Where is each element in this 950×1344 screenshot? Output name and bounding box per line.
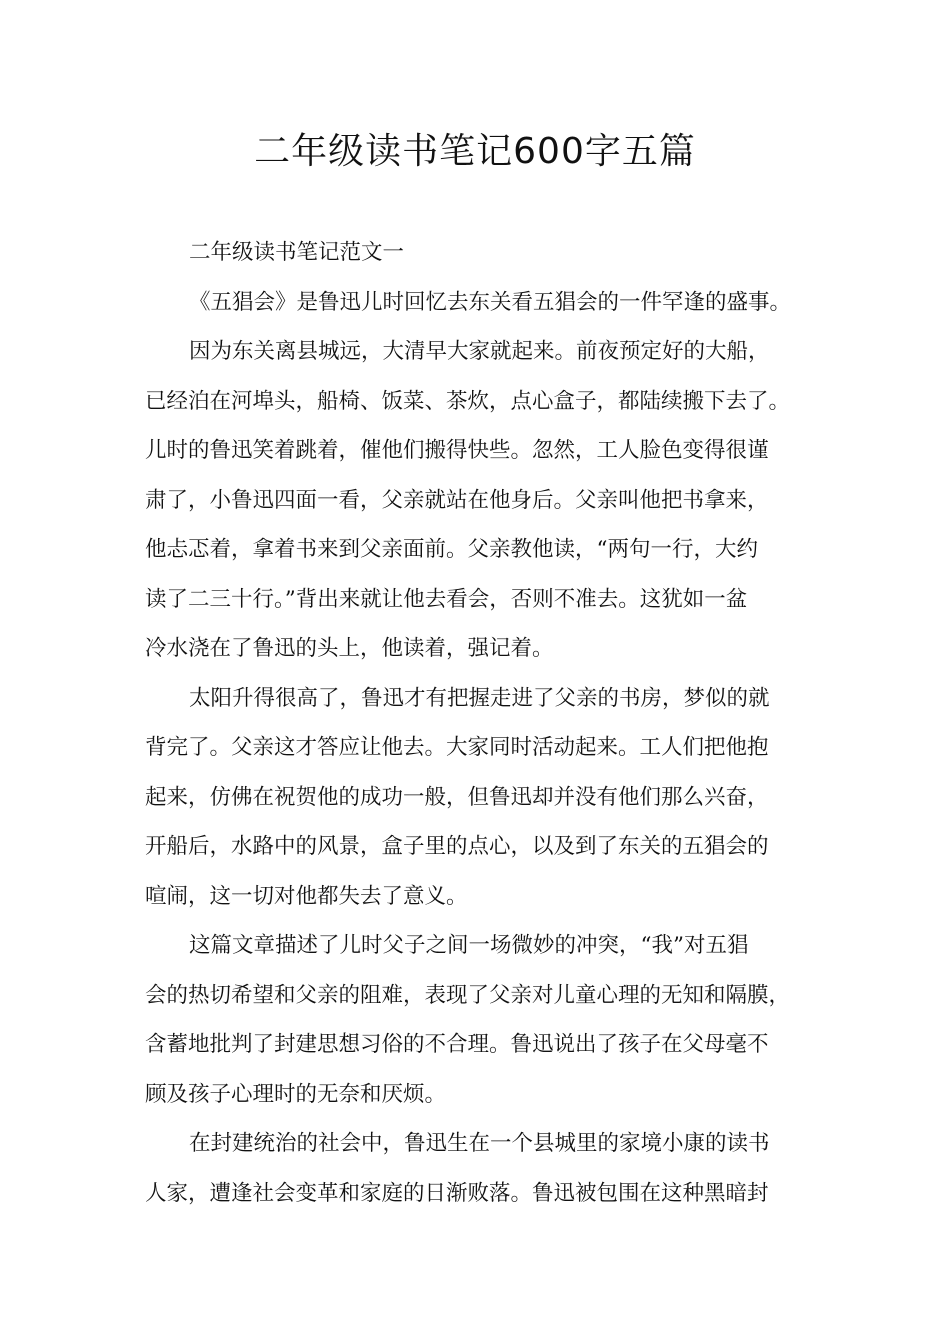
body-line: 儿时的鲁迅笑着跳着，催他们搬得快些。忽然，工人脸色变得很谨	[145, 438, 769, 463]
section-heading: 二年级读书笔记范文一	[189, 240, 405, 265]
body-line: 这篇文章描述了儿时父子之间一场微妙的冲突，“我”对五猖	[189, 933, 749, 958]
body-line: 他忐忑着，拿着书来到父亲面前。父亲教他读，“两句一行，大约	[145, 537, 758, 562]
body-line: 读了二三十行。”背出来就让他去看会，否则不准去。这犹如一盆	[145, 587, 748, 612]
body-line: 会的热切希望和父亲的阻难，表现了父亲对儿童心理的无知和隔膜，	[145, 983, 791, 1008]
body-line: 喧闹，这一切对他都失去了意义。	[145, 884, 468, 909]
body-line: 冷水浇在了鲁迅的头上，他读着，强记着。	[145, 636, 554, 661]
page-title: 二年级读书笔记600字五篇	[254, 131, 696, 172]
body-line: 开船后，水路中的风景，盒子里的点心，以及到了东关的五猖会的	[145, 834, 769, 859]
body-line: 已经泊在河埠头，船椅、饭菜、茶炊，点心盒子，都陆续搬下去了。	[145, 389, 791, 414]
body-line: 在封建统治的社会中，鲁迅生在一个县城里的家境小康的读书	[189, 1131, 770, 1156]
body-line: 顾及孩子心理时的无奈和厌烦。	[145, 1082, 447, 1107]
body-line: 《五猖会》是鲁迅儿时回忆去东关看五猖会的一件罕逢的盛事。	[189, 290, 792, 315]
body-line: 背完了。父亲这才答应让他去。大家同时活动起来。工人们把他抱	[145, 735, 769, 760]
body-line: 含蓄地批判了封建思想习俗的不合理。鲁迅说出了孩子在父母毫不	[145, 1032, 769, 1057]
body-line: 起来，仿佛在祝贺他的成功一般，但鲁迅却并没有他们那么兴奋，	[145, 785, 769, 810]
body-line: 人家，遭逢社会变革和家庭的日渐败落。鲁迅被包围在这种黑暗封	[145, 1181, 769, 1206]
body-line: 肃了，小鲁迅四面一看，父亲就站在他身后。父亲叫他把书拿来，	[145, 488, 769, 513]
body-line: 太阳升得很高了，鲁迅才有把握走进了父亲的书房，梦似的就	[189, 686, 770, 711]
body-line: 因为东关离县城远，大清早大家就起来。前夜预定好的大船，	[189, 339, 770, 364]
